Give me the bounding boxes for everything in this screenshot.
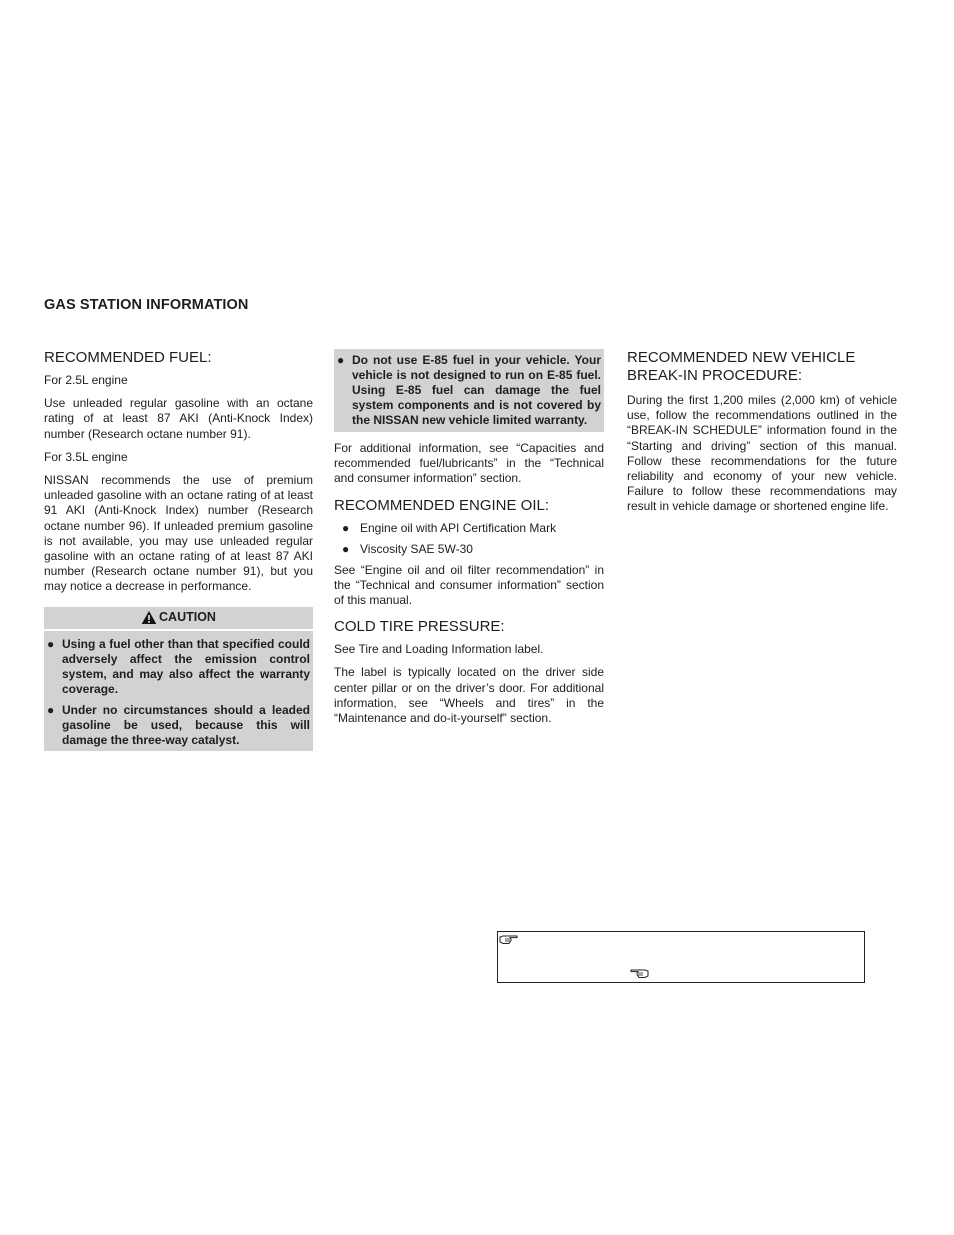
- list-item: ● Viscosity SAE 5W-30: [342, 541, 473, 556]
- e85-warning-box: [334, 349, 604, 432]
- caution-label: CAUTION: [159, 610, 216, 625]
- heading-engine-oil: RECOMMENDED ENGINE OIL:: [334, 496, 550, 514]
- heading-recommended-fuel: RECOMMENDED FUEL:: [44, 349, 212, 366]
- subheading-3-5l: For 3.5L engine: [44, 449, 128, 464]
- paragraph-3-5l: NISSAN recommends the use of premium unleaded gasoline with an octane rating of at least 91 AKI (Anti-Knock Index) number (Research octane number 96). If unleaded premium gasoline is not available, you may use unleaded regular gasoline with an octane rating of at least 87 AKI number (Research octane number 91), but you may notice a decrease in performance.: [44, 473, 313, 594]
- pointing-hand-left-icon: [629, 967, 649, 979]
- caution-item: ● Under no circumstances should a leaded gasoline be used, because this will damage the three-way catalyst.: [47, 702, 310, 747]
- column-middle: [334, 349, 604, 734]
- caution-item: ● Using a fuel other than that specified could adversely affect the emission control system, and may also affect the warranty coverage.: [47, 636, 310, 696]
- paragraph-engine-oil: See “Engine oil and oil filter recommendation” in the “Technical and consumer information” section of this manual.: [334, 562, 604, 608]
- pointing-hand-right-icon: [499, 933, 519, 945]
- paragraph-break-in: During the first 1,200 miles (2,000 km) of vehicle use, follow the recommendations outlined in the “BREAK-IN SCHEDULE” information found in the “Starting and driving” section of this manual. Follow these recommendations for the future reliability and economy of your new vehicle. Failure to follow these recommendations may result in vehicle damage or shortened engine life.: [627, 393, 897, 514]
- heading-break-in: RECOMMENDED NEW VEHICLE BREAK-IN PROCEDURE:: [627, 349, 856, 384]
- page-title: GAS STATION INFORMATION: [44, 297, 249, 313]
- caution-box: [44, 607, 313, 751]
- oil-list: [334, 521, 604, 557]
- list-item: ● Engine oil with API Certification Mark: [342, 520, 557, 535]
- paragraph-tire-location: The label is typically located on the driver side center pillar or on the driver’s door. For additional information, see “Wheels and tires” in the “Maintenance and do-it-yourself” section.: [334, 665, 604, 726]
- reference-box: [497, 931, 865, 983]
- paragraph-2-5l: Use unleaded regular gasoline with an octane rating of at least 87 AKI (Anti-Knock Index) number (Research octane number 91).: [44, 396, 313, 441]
- warning-triangle-icon: [141, 610, 157, 625]
- caution-header: [44, 607, 313, 631]
- paragraph-tire-label: See Tire and Loading Information label.: [334, 642, 544, 657]
- column-recommended-fuel: [44, 349, 313, 751]
- heading-cold-tire-pressure: COLD TIRE PRESSURE:: [334, 618, 505, 636]
- paragraph-additional-info: For additional information, see “Capacities and recommended fuel/lubricants” in the “Technical and consumer information” section.: [334, 441, 604, 486]
- subheading-2-5l: For 2.5L engine: [44, 373, 128, 387]
- e85-warning-item: ● Do not use E-85 fuel in your vehicle. Your vehicle is not designed to run on E-85 fuel. Using E-85 fuel can damage the fuel system components and is not covered by the NISSAN new vehicle limited warranty.: [337, 353, 601, 427]
- column-break-in: [627, 349, 897, 523]
